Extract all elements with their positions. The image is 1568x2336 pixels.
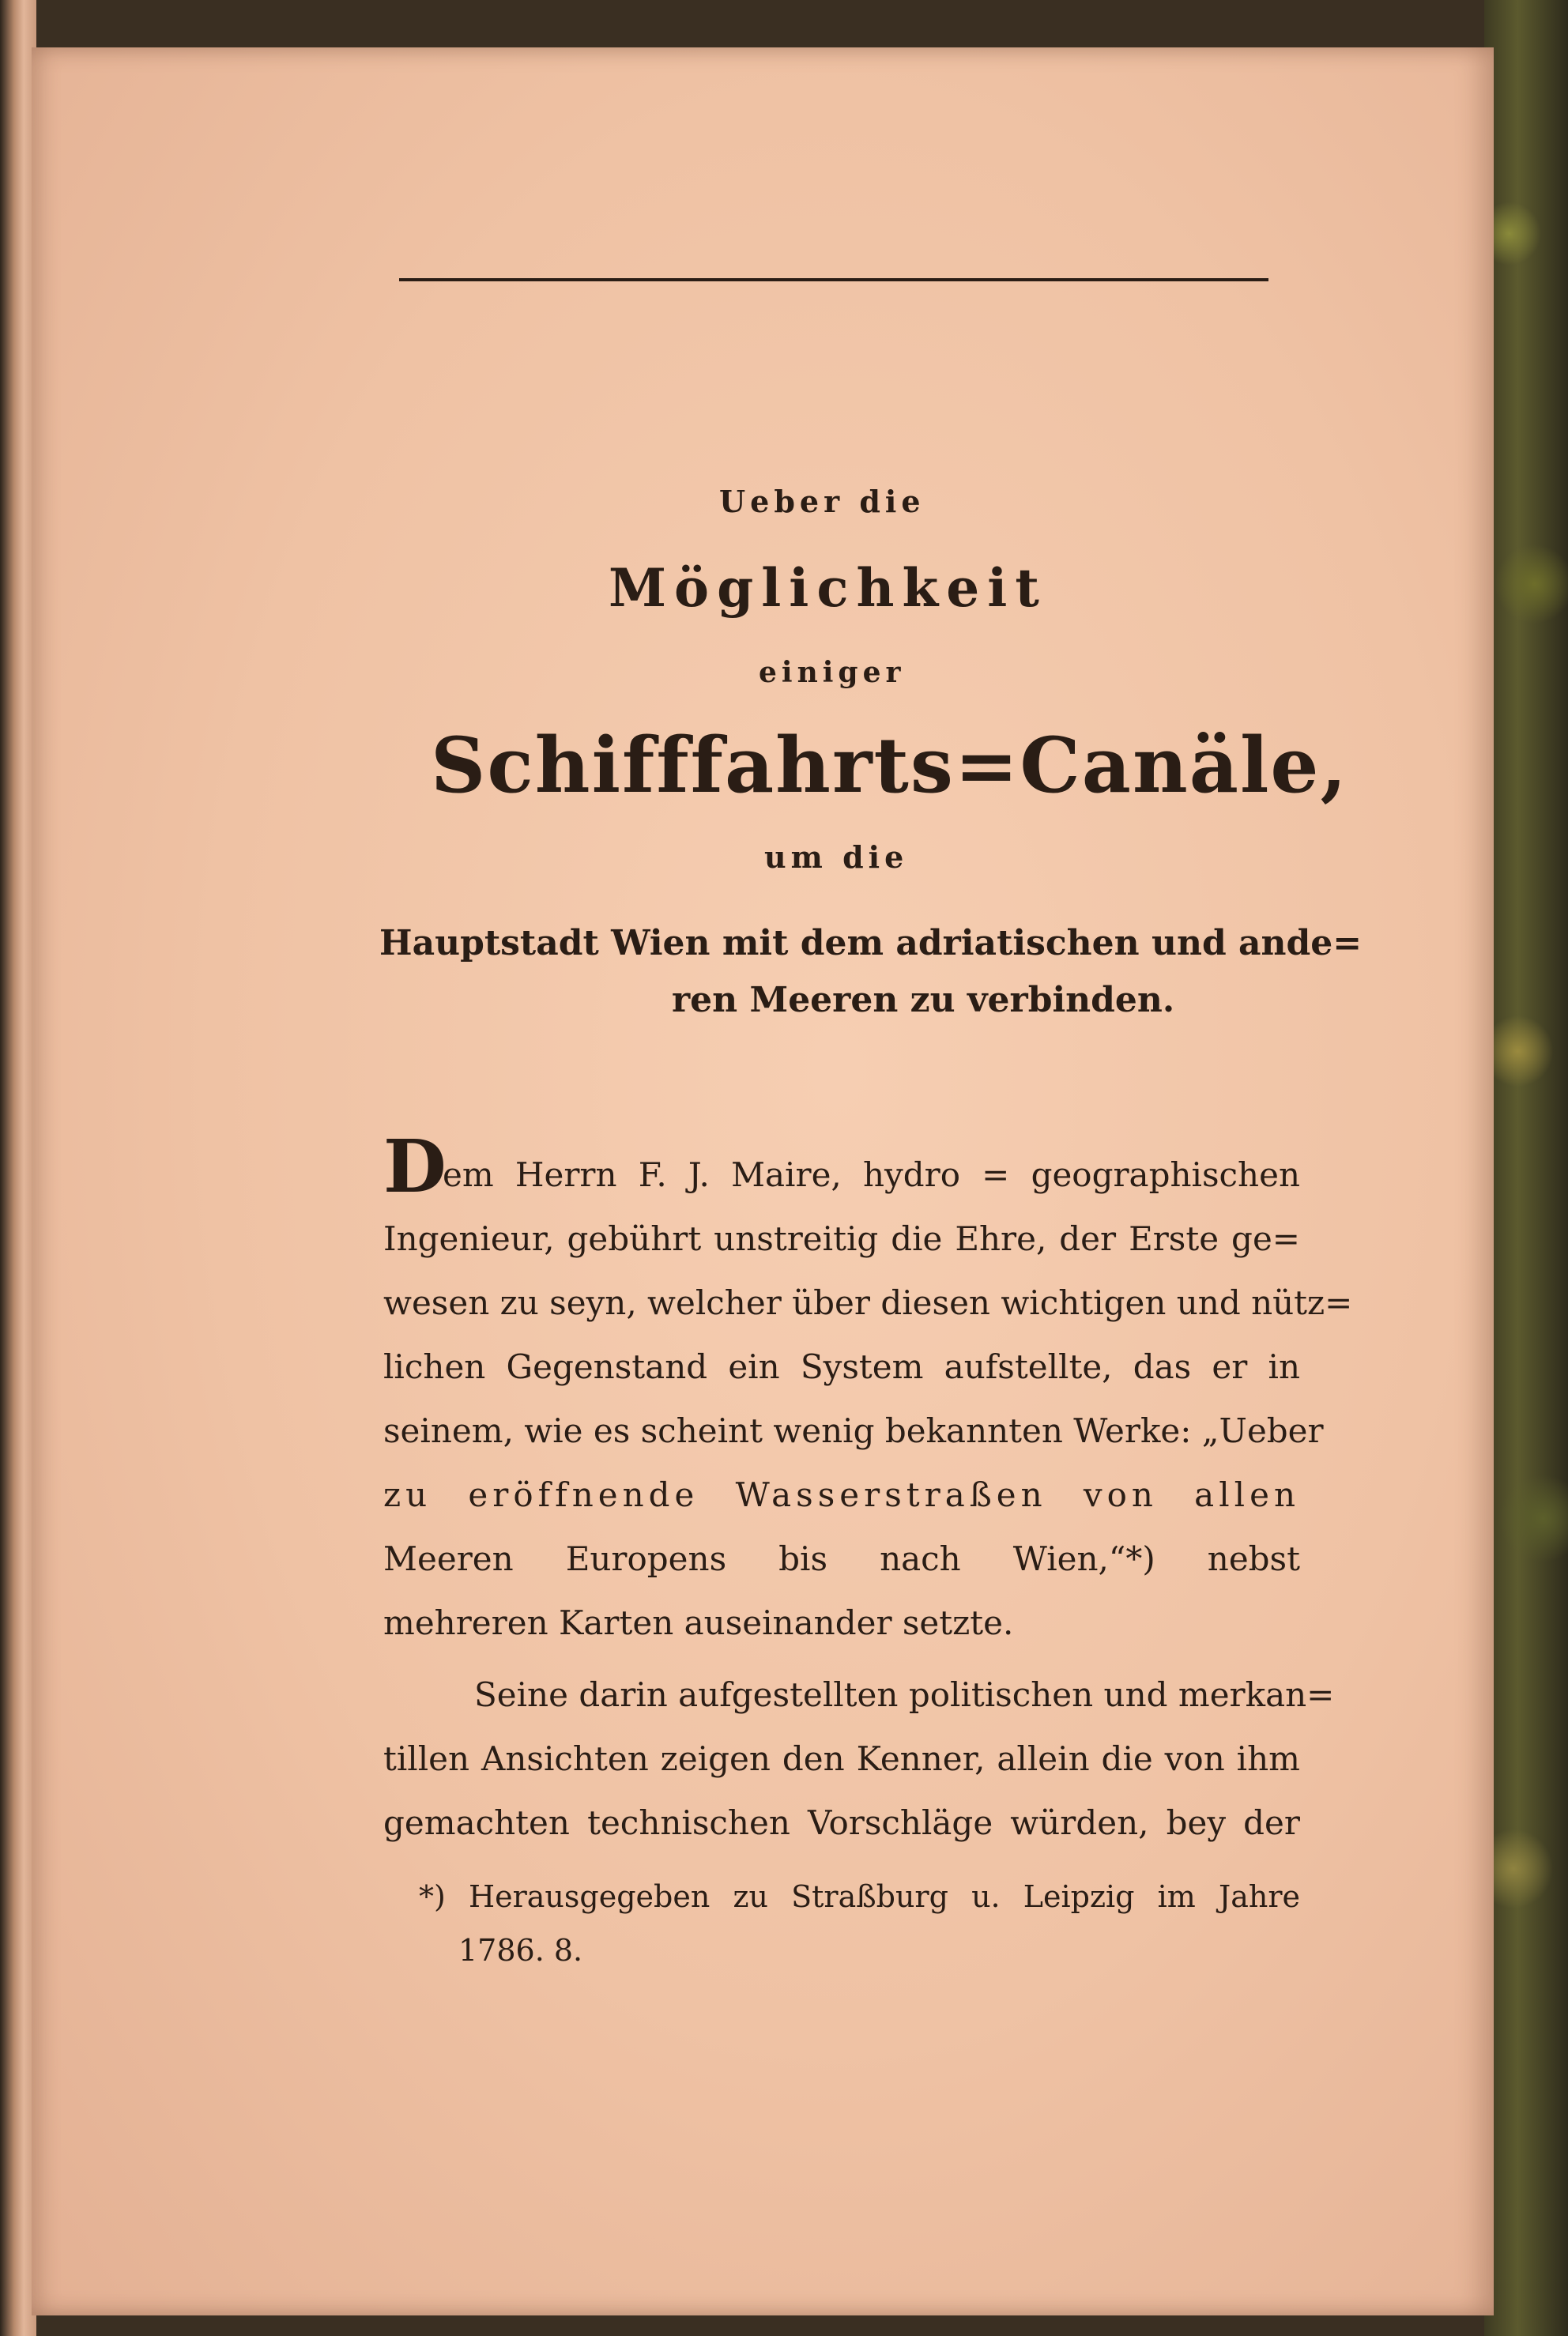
body-line: mehreren Karten auseinander setzte.: [383, 1603, 1014, 1642]
title-line-schifffahrts-canaele: Schifffahrts=Canäle,: [431, 721, 1348, 810]
body-line: wesen zu seyn, welcher über diesen wichtigen und nütz=: [383, 1283, 1353, 1322]
footnote-line: 1786. 8.: [458, 1933, 583, 1968]
title-line-hauptstadt: Hauptstadt Wien mit dem adriatischen und ande=: [379, 923, 1363, 963]
title-line-ueber-die: Ueber die: [719, 484, 925, 519]
body-line: Meeren Europens bis nach Wien,“*) nebst: [383, 1539, 1300, 1578]
body-line: Seine darin aufgestellten politischen und merkan=: [474, 1675, 1335, 1714]
footnote-line: *) Herausgegeben zu Straßburg u. Leipzig im Jahre: [419, 1879, 1300, 1914]
title-line-moeglichkeit: Möglichkeit: [609, 557, 1047, 619]
body-line: em Herrn F. J. Maire, hydro = geographischen: [443, 1155, 1300, 1194]
body-line: zu eröffnende Wasserstraßen von allen: [383, 1475, 1300, 1514]
marbled-binding: [1484, 0, 1568, 2336]
body-line: Ingenieur, gebührt unstreitig die Ehre, der Erste ge=: [383, 1219, 1300, 1258]
header-rule: [399, 278, 1268, 281]
drop-cap: D: [383, 1124, 447, 1209]
title-line-einiger: einiger: [759, 656, 906, 689]
title-line-meeren: ren Meeren zu verbinden.: [672, 980, 1175, 1020]
body-line: gemachten technischen Vorschläge würden, bey der: [383, 1803, 1300, 1842]
title-line-um-die: um die: [764, 839, 909, 875]
body-line: lichen Gegenstand ein System aufstellte, das er in: [383, 1347, 1300, 1386]
body-line: tillen Ansichten zeigen den Kenner, allein die von ihm: [383, 1739, 1300, 1778]
body-line: seinem, wie es scheint wenig bekannten Werke: „Ueber: [383, 1411, 1324, 1450]
